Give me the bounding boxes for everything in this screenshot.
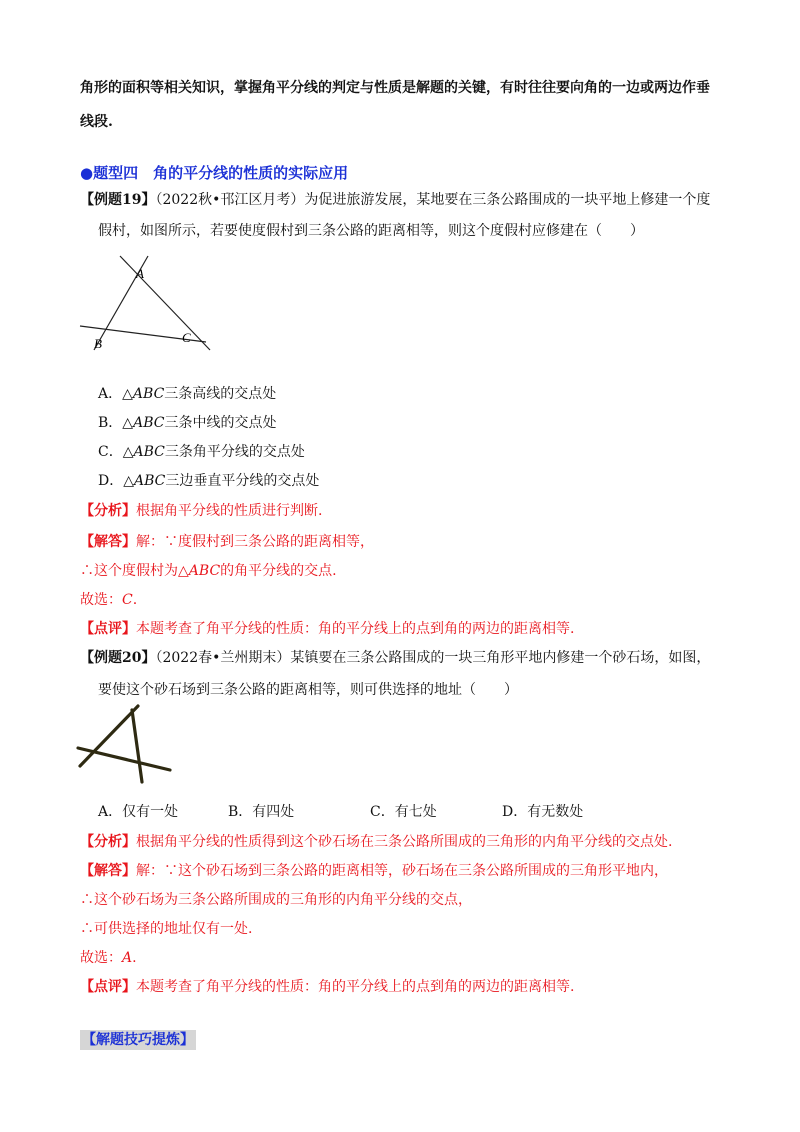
analysis-text: 根据角平分线的性质得到这个砂石场在三条公路所围成的三角形的内角平分线的交点处.	[136, 834, 673, 850]
example-19-option-a[interactable]	[98, 384, 276, 404]
example-20-option-a[interactable]	[98, 802, 178, 822]
choice-letter: A	[122, 950, 133, 966]
example-20-answer-3: ∴可供选择的地址仅有一处.	[80, 921, 253, 937]
answer-text: 解：∵这个砂石场到三条公路的距离相等，砂石场在三条公路所围成的三角形平地内，	[136, 863, 668, 879]
section-heading	[80, 163, 348, 183]
label-c: C	[182, 330, 191, 345]
triangle-name: ABC	[133, 415, 165, 431]
section-title: 题型四 角的平分线的性质的实际应用	[93, 164, 349, 182]
example-19-source: （2022秋•邗江区月考）	[155, 192, 305, 208]
road-2	[132, 710, 142, 782]
option-key: A．	[98, 386, 123, 402]
example-20-source: （2022春•兰州期末）	[155, 650, 291, 666]
analysis-tag: 【分析】	[80, 834, 136, 850]
triangle-name: ABC	[188, 563, 221, 579]
choice-letter: C	[122, 592, 133, 608]
option-key: B．	[98, 415, 123, 431]
review-tag: 【点评】	[80, 979, 136, 995]
intro-line-2: 线段.	[80, 114, 113, 130]
option-key: D．	[98, 473, 124, 489]
example-20-choice	[80, 948, 137, 968]
example-19-answer-2	[80, 561, 337, 581]
option-text: 三条高线的交点处	[164, 386, 277, 402]
triangle-name: ABC	[134, 473, 166, 489]
option-text: 仅有一处	[122, 804, 179, 820]
option-text: 三条中线的交点处	[164, 415, 277, 431]
option-key: C．	[98, 444, 123, 460]
example-19-choice	[80, 590, 137, 610]
option-key: D．	[502, 804, 528, 820]
example-20-stem-1	[80, 648, 710, 668]
example-20-answer-2: ∴这个砂石场为三条公路所围成的三角形的内角平分线的交点，	[80, 892, 472, 908]
choice-suffix: .	[132, 592, 138, 608]
review-text: 本题考查了角平分线的性质：角的平分线上的点到角的两边的距离相等.	[136, 979, 575, 995]
example-20-answer-1	[80, 861, 668, 881]
option-key: A．	[98, 804, 123, 820]
example-19-option-c[interactable]	[98, 442, 305, 462]
choice-prefix: 故选：	[80, 592, 122, 608]
triangle-abc-figure	[76, 250, 216, 360]
triangle-name: ABC	[132, 386, 165, 402]
choice-suffix: .	[132, 950, 137, 966]
intro-line-1: 角形的面积等相关知识，掌握角平分线的判定与性质是解题的关键，有时往往要向角的一边或两边作垂	[80, 80, 710, 96]
choice-prefix: 故选：	[80, 950, 122, 966]
triangle-symbol: △	[123, 473, 135, 489]
option-text: 三边垂直平分线的交点处	[165, 473, 320, 489]
bullet-icon: ●	[80, 164, 94, 182]
review-tag: 【点评】	[80, 621, 136, 637]
option-text: 三条角平分线的交点处	[164, 444, 305, 460]
option-text: 有七处	[394, 804, 437, 820]
option-key: C．	[370, 804, 395, 820]
skills-section-label: 【解题技巧提炼】	[82, 1032, 194, 1048]
example-19-stem-text: 为促进旅游发展，某地要在三条公路围成的一块平地上修建一个度	[304, 192, 711, 208]
option-text: 有无数处	[527, 804, 584, 820]
option-text: 有四处	[252, 804, 295, 820]
road-3	[78, 748, 170, 770]
example-20-stem-2: 要使这个砂石场到三条公路的距离相等，则可供选择的地址（ ）	[98, 682, 518, 698]
answer-text: 的角平分线的交点.	[220, 563, 337, 579]
example-20-option-c[interactable]	[370, 802, 437, 822]
example-19-analysis	[80, 501, 322, 521]
triangle-symbol: △	[122, 386, 133, 402]
label-b: B	[94, 336, 102, 351]
answer-tag: 【解答】	[80, 534, 136, 550]
example-20-option-b[interactable]	[228, 802, 294, 822]
example-20-stem-text: 某镇要在三条公路围成的一块三角形平地内修建一个砂石场，如图，	[290, 650, 711, 666]
triangle-name: ABC	[133, 444, 165, 460]
example-19-tag: 【例题19】	[80, 192, 156, 208]
example-20-option-d[interactable]	[502, 802, 583, 822]
answer-tag: 【解答】	[80, 863, 136, 879]
example-19-option-d[interactable]	[98, 471, 319, 491]
answer-text: 解：∵度假村到三条公路的距离相等，	[136, 534, 374, 550]
triangle-symbol: △	[122, 444, 134, 460]
example-20-analysis	[80, 832, 672, 852]
answer-text: ∴这个度假村为△	[80, 563, 189, 579]
example-20-tag: 【例题20】	[80, 650, 156, 666]
label-a: A	[136, 266, 144, 281]
analysis-tag: 【分析】	[80, 503, 136, 519]
example-19-answer-1	[80, 532, 374, 552]
example-20-review	[80, 977, 574, 997]
analysis-text: 根据角平分线的性质进行判断.	[136, 503, 323, 519]
example-19-stem-2: 假村，如图所示，若要使度假村到三条公路的距离相等，则这个度假村应修建在（ ）	[98, 223, 644, 239]
option-key: B．	[228, 804, 253, 820]
three-roads-figure	[76, 704, 176, 784]
example-19-review	[80, 619, 574, 639]
example-19-stem-1	[80, 190, 710, 210]
line-ac	[120, 256, 210, 350]
review-text: 本题考查了角平分线的性质：角的平分线上的点到角的两边的距离相等.	[136, 621, 575, 637]
example-19-option-b[interactable]	[98, 413, 276, 433]
triangle-symbol: △	[122, 415, 134, 431]
